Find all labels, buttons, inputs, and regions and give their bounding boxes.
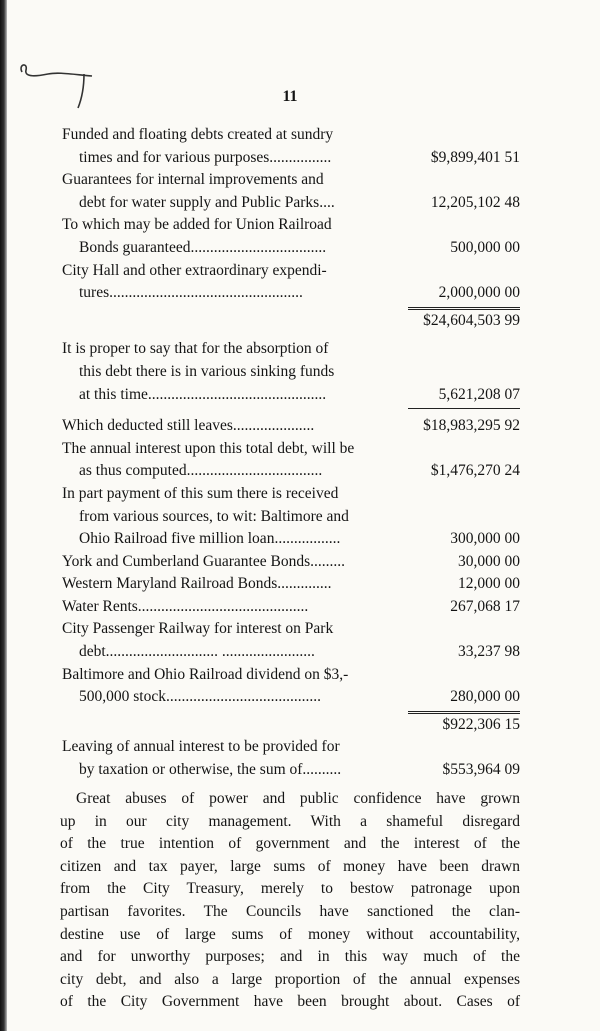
ledger-entry: [62, 618, 520, 663]
paragraph-line: of the true intention of government and the interest of the: [60, 835, 520, 853]
entry-line: debt for water supply and Public Parks....: [79, 193, 335, 211]
entry-line: Baltimore and Ohio Railroad dividend on $3,-: [62, 665, 349, 683]
receipts-intro: [62, 483, 520, 528]
entry-amount: $9,899,401 51: [430, 148, 520, 166]
ledger-entry: [62, 415, 520, 438]
entry-description: [62, 438, 408, 483]
entry-line: debt............................. ........................: [79, 643, 315, 661]
sinking-funds-row: [62, 338, 520, 406]
annual-interest-row: [62, 438, 520, 483]
entry-amount: 33,237 98: [458, 643, 520, 661]
entry-amount: 300,000 00: [450, 530, 520, 548]
entry-description: [62, 169, 408, 214]
entry-line: Ohio Railroad five million loan.................: [79, 530, 341, 548]
entry-line: In part payment of this sum there is received: [62, 484, 339, 502]
entry-description: [62, 415, 408, 438]
ledger-entry: [62, 551, 520, 574]
entry-description: [62, 338, 408, 406]
ledger-entry: [62, 596, 520, 619]
ledger-entry: [62, 169, 520, 214]
page-number: 11: [282, 88, 298, 105]
entry-line: York and Cumberland Guarantee Bonds.........: [62, 552, 345, 570]
entry-amount: 2,000,000 00: [438, 284, 520, 302]
paragraph-line: from the City Treasury, merely to bestow patronage upon: [60, 880, 520, 898]
ledger-entry: [62, 214, 520, 259]
scan-edge: [0, 0, 7, 1031]
entry-line: To which may be added for Union Railroad: [62, 216, 332, 234]
ledger-entry: [62, 736, 520, 781]
entry-amount: 30,000 00: [458, 552, 520, 570]
ledger-entry: [62, 573, 520, 596]
entry-amount: 280,000 00: [450, 688, 520, 706]
entry-amount: 12,205,102 48: [430, 193, 520, 211]
ledger-entry: [62, 438, 520, 483]
entry-line: The annual interest upon this total debt, will be: [62, 439, 355, 457]
entry-line: tures..................................................: [79, 284, 303, 302]
entry-description: [62, 528, 408, 551]
entry-line: times and for various purposes................: [79, 148, 332, 166]
entry-amount: $1,476,270 24: [430, 462, 520, 480]
entry-line: at this time..............................................: [79, 385, 327, 403]
entry-line: City Hall and other extraordinary expendi-: [62, 261, 327, 279]
entry-amount: $18,983,295 92: [423, 417, 520, 435]
taxation-row: [62, 736, 520, 781]
entry-amount: 267,068 17: [450, 597, 520, 615]
entry-line: Leaving of annual interest to be provided for: [62, 738, 340, 756]
paragraph-line: destine use of large sums of money without accountability,: [60, 925, 520, 943]
entry-description: [62, 596, 408, 619]
entry-line: as thus computed...................................: [79, 462, 323, 480]
entry-description: [62, 260, 408, 305]
receipts-total-row: [62, 714, 520, 737]
entry-description: [62, 551, 408, 574]
entry-line: by taxation or otherwise, the sum of..........: [79, 761, 342, 779]
receipts-items: [62, 528, 520, 709]
debt-items: [62, 124, 520, 305]
entry-line: Water Rents............................................: [62, 597, 309, 615]
paragraph-line: citizen and tax payer, large sums of money have been drawn: [60, 857, 520, 875]
subtract-rule: [408, 408, 520, 409]
entry-line: Funded and floating debts created at sundry: [62, 126, 334, 143]
debt-ledger: [62, 124, 520, 782]
entry-line: from various sources, to wit: Baltimore and: [79, 507, 349, 525]
entry-amount: 5,621,208 07: [438, 385, 520, 403]
entry-amount: 500,000 00: [450, 238, 520, 256]
ledger-entry: [62, 124, 520, 169]
entry-line: this debt there is in various sinking funds: [79, 362, 335, 380]
entry-line: Bonds guaranteed...................................: [79, 238, 327, 256]
body-paragraph: [60, 788, 520, 1014]
remaining-debt-row: [62, 415, 520, 438]
ledger-entry: [62, 483, 520, 528]
entry-amount: $553,964 09: [442, 761, 520, 779]
entry-line: Which deducted still leaves.....................: [62, 417, 315, 435]
total-debt-amount: $24,604,503 99: [423, 311, 520, 329]
ledger-entry: [62, 528, 520, 551]
entry-line: It is proper to say that for the absorption of: [62, 340, 329, 358]
entry-line: 500,000 stock........................................: [79, 688, 321, 706]
entry-description: [62, 483, 408, 528]
entry-description: [62, 736, 408, 781]
entry-amount: 12,000 00: [458, 575, 520, 593]
entry-line: Western Maryland Railroad Bonds..............: [62, 575, 332, 593]
receipts-total-amount: $922,306 15: [442, 715, 520, 733]
entry-description: [62, 573, 408, 596]
entry-description: [62, 664, 408, 709]
entry-line: Guarantees for internal improvements and: [62, 171, 324, 189]
ledger-entry: [62, 260, 520, 305]
paragraph-line: and for unworthy purposes; and in this way much of the: [60, 948, 520, 966]
entry-line: City Passenger Railway for interest on Park: [62, 620, 334, 638]
paragraph-line: Great abuses of power and public confidence have grown: [76, 790, 520, 807]
paragraph-line: of the City Government have been brought about. Cases of: [60, 993, 520, 1011]
paragraph-line: partisan favorites. The Councils have sanctioned the clan-: [60, 902, 520, 920]
ledger-entry: [62, 664, 520, 709]
ledger-entry: [62, 338, 520, 406]
entry-description: [62, 618, 408, 663]
paragraph-line: up in our city management. With a shameful disregard: [60, 812, 520, 830]
total-debt-row: [62, 310, 520, 333]
entry-description: [62, 214, 408, 259]
paragraph-line: city debt, and also a large proportion of the annual expenses: [60, 970, 520, 988]
entry-description: [62, 124, 408, 169]
